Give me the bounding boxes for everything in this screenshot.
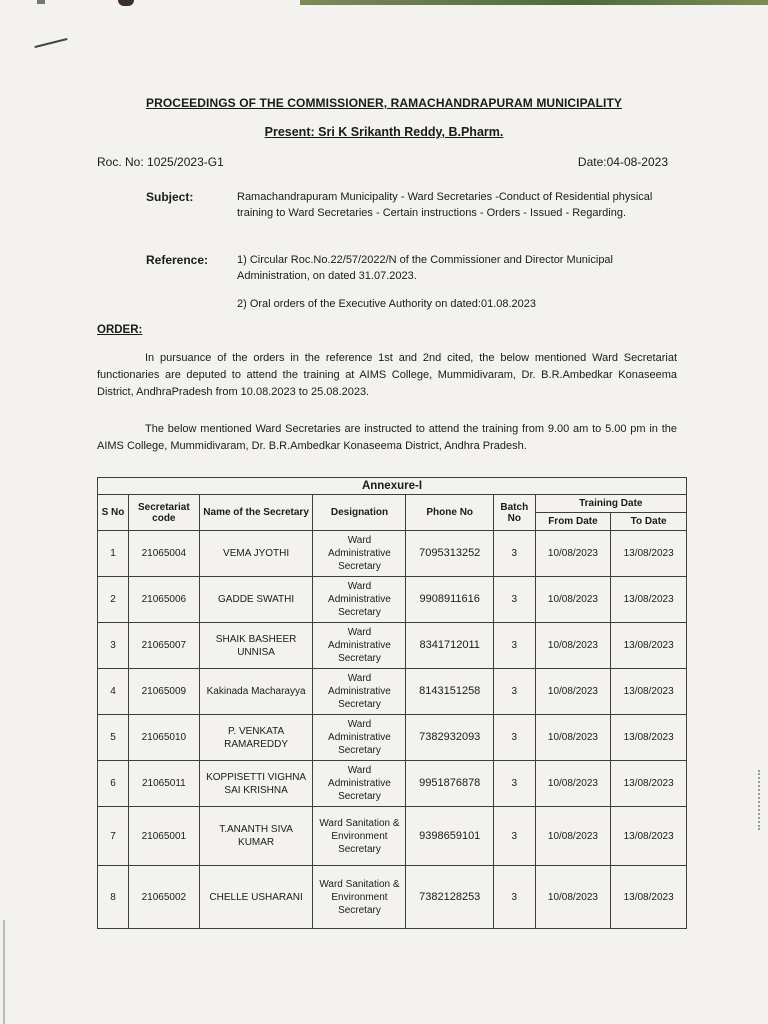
- cell-code: 21065010: [128, 715, 199, 761]
- cell-batch: 3: [494, 807, 536, 866]
- cell-designation: Ward Administrative Secretary: [313, 623, 406, 669]
- cell-designation: Ward Administrative Secretary: [313, 577, 406, 623]
- document-date: Date:04-08-2023: [577, 155, 668, 169]
- document-title: PROCEEDINGS OF THE COMMISSIONER, RAMACHANDRAPURAM MUNICIPALITY: [146, 96, 622, 110]
- cell-phone: 9398659101: [406, 807, 494, 866]
- cell-from-date: 10/08/2023: [535, 669, 611, 715]
- annexure-title: Annexure-I: [98, 478, 687, 495]
- cell-name: SHAIK BASHEER UNNISA: [199, 623, 313, 669]
- cell-name: T.ANANTH SIVA KUMAR: [199, 807, 313, 866]
- scan-artifact: [118, 0, 134, 6]
- table-row: [98, 531, 687, 577]
- cell-sno: 3: [98, 623, 129, 669]
- order-paragraph-2: The below mentioned Ward Secretaries are instructed to attend the training from 9.00 am to 5.00 pm in the AIMS College, Mummidivaram, Dr. B.R.Ambedkar Konaseema District, Andhra Pradesh.: [97, 423, 677, 452]
- table-row: [98, 715, 687, 761]
- order-paragraph-1: In pursuance of the orders in the reference 1st and 2nd cited, the below mentioned Ward Secretariat functionaries are deputed to attend the training at AIMS College, Mummidivaram, Dr. B.R.Ambedkar Konaseema District, AndhraPradesh from 10.08.2023 to 25.08.2023.: [97, 352, 677, 398]
- cell-designation: Ward Administrative Secretary: [313, 531, 406, 577]
- cell-sno: 8: [98, 866, 129, 929]
- cell-from-date: 10/08/2023: [535, 761, 611, 807]
- cell-sno: 7: [98, 807, 129, 866]
- cell-phone: 7095313252: [406, 531, 494, 577]
- cell-from-date: 10/08/2023: [535, 807, 611, 866]
- cell-to-date: 13/08/2023: [611, 866, 687, 929]
- reference-item-2: 2) Oral orders of the Executive Authority on dated:01.08.2023: [237, 298, 537, 310]
- cell-name: CHELLE USHARANI: [199, 866, 313, 929]
- reference-label: Reference:: [146, 253, 209, 267]
- order-label: ORDER:: [97, 324, 143, 336]
- cell-name: VEMA JYOTHI: [199, 531, 313, 577]
- cell-sno: 2: [98, 577, 129, 623]
- table-row: [98, 623, 687, 669]
- table-row: [98, 761, 687, 807]
- cell-sno: 4: [98, 669, 129, 715]
- cell-name: Kakinada Macharayya: [199, 669, 313, 715]
- table-row: [98, 669, 687, 715]
- cell-batch: 3: [494, 531, 536, 577]
- table-row: [98, 807, 687, 866]
- cell-code: 21065009: [128, 669, 199, 715]
- cell-sno: 5: [98, 715, 129, 761]
- cell-code: 21065002: [128, 866, 199, 929]
- cell-sno: 6: [98, 761, 129, 807]
- cell-name: GADDE SWATHI: [199, 577, 313, 623]
- cell-phone: 7382932093: [406, 715, 494, 761]
- cell-batch: 3: [494, 866, 536, 929]
- cell-name: KOPPISETTI VIGHNA SAI KRISHNA: [199, 761, 313, 807]
- cell-batch: 3: [494, 623, 536, 669]
- cell-code: 21065011: [128, 761, 199, 807]
- cell-batch: 3: [494, 761, 536, 807]
- cell-phone: 7382128253: [406, 866, 494, 929]
- table-row: [98, 866, 687, 929]
- cell-from-date: 10/08/2023: [535, 531, 611, 577]
- cell-to-date: 13/08/2023: [611, 623, 687, 669]
- cell-code: 21065001: [128, 807, 199, 866]
- header-name: Name of the Secretary: [199, 495, 313, 531]
- cell-to-date: 13/08/2023: [611, 531, 687, 577]
- cell-phone: 8143151258: [406, 669, 494, 715]
- cell-batch: 3: [494, 669, 536, 715]
- cell-to-date: 13/08/2023: [611, 807, 687, 866]
- cell-to-date: 13/08/2023: [611, 715, 687, 761]
- cell-designation: Ward Sanitation & Environment Secretary: [313, 866, 406, 929]
- cell-batch: 3: [494, 577, 536, 623]
- present-line: Present: Sri K Srikanth Reddy, B.Pharm.: [264, 125, 504, 139]
- cell-from-date: 10/08/2023: [535, 577, 611, 623]
- table-row: [98, 577, 687, 623]
- header-batch: Batch No: [494, 495, 536, 531]
- cell-phone: 9908911616: [406, 577, 494, 623]
- roc-number: Roc. No: 1025/2023-G1: [97, 155, 224, 169]
- cell-to-date: 13/08/2023: [611, 669, 687, 715]
- reference-item-1: 1) Circular Roc.No.22/57/2022/N of the Commissioner and Director Municipal Administration, on dated 31.07.2023.: [237, 254, 613, 282]
- cell-from-date: 10/08/2023: [535, 715, 611, 761]
- cell-phone: 9951876878: [406, 761, 494, 807]
- header-sno: S No: [98, 495, 129, 531]
- scan-right-marks: [758, 770, 762, 830]
- pen-mark: [34, 38, 67, 48]
- cell-code: 21065006: [128, 577, 199, 623]
- cell-code: 21065007: [128, 623, 199, 669]
- scan-top-edge: [300, 0, 768, 5]
- cell-designation: Ward Sanitation & Environment Secretary: [313, 807, 406, 866]
- cell-batch: 3: [494, 715, 536, 761]
- header-training-date: Training Date: [535, 495, 686, 513]
- header-phone: Phone No: [406, 495, 494, 531]
- subject-label: Subject:: [146, 190, 194, 204]
- annexure-table: [97, 477, 687, 929]
- cell-sno: 1: [98, 531, 129, 577]
- header-code: Secretariat code: [128, 495, 199, 531]
- header-from-date: From Date: [535, 513, 611, 531]
- subject-text: Ramachandrapuram Municipality - Ward Secretaries -Conduct of Residential physical training to Ward Secretaries - Certain instructions - Orders - Issued - Regarding.: [237, 191, 653, 219]
- header-to-date: To Date: [611, 513, 687, 531]
- header-designation: Designation: [313, 495, 406, 531]
- scan-artifact: [37, 0, 45, 4]
- cell-to-date: 13/08/2023: [611, 761, 687, 807]
- cell-code: 21065004: [128, 531, 199, 577]
- cell-designation: Ward Administrative Secretary: [313, 669, 406, 715]
- cell-name: P. VENKATA RAMAREDDY: [199, 715, 313, 761]
- cell-from-date: 10/08/2023: [535, 866, 611, 929]
- cell-phone: 8341712011: [406, 623, 494, 669]
- cell-to-date: 13/08/2023: [611, 577, 687, 623]
- cell-from-date: 10/08/2023: [535, 623, 611, 669]
- cell-designation: Ward Administrative Secretary: [313, 715, 406, 761]
- cell-designation: Ward Administrative Secretary: [313, 761, 406, 807]
- scan-left-edge: [3, 920, 5, 1024]
